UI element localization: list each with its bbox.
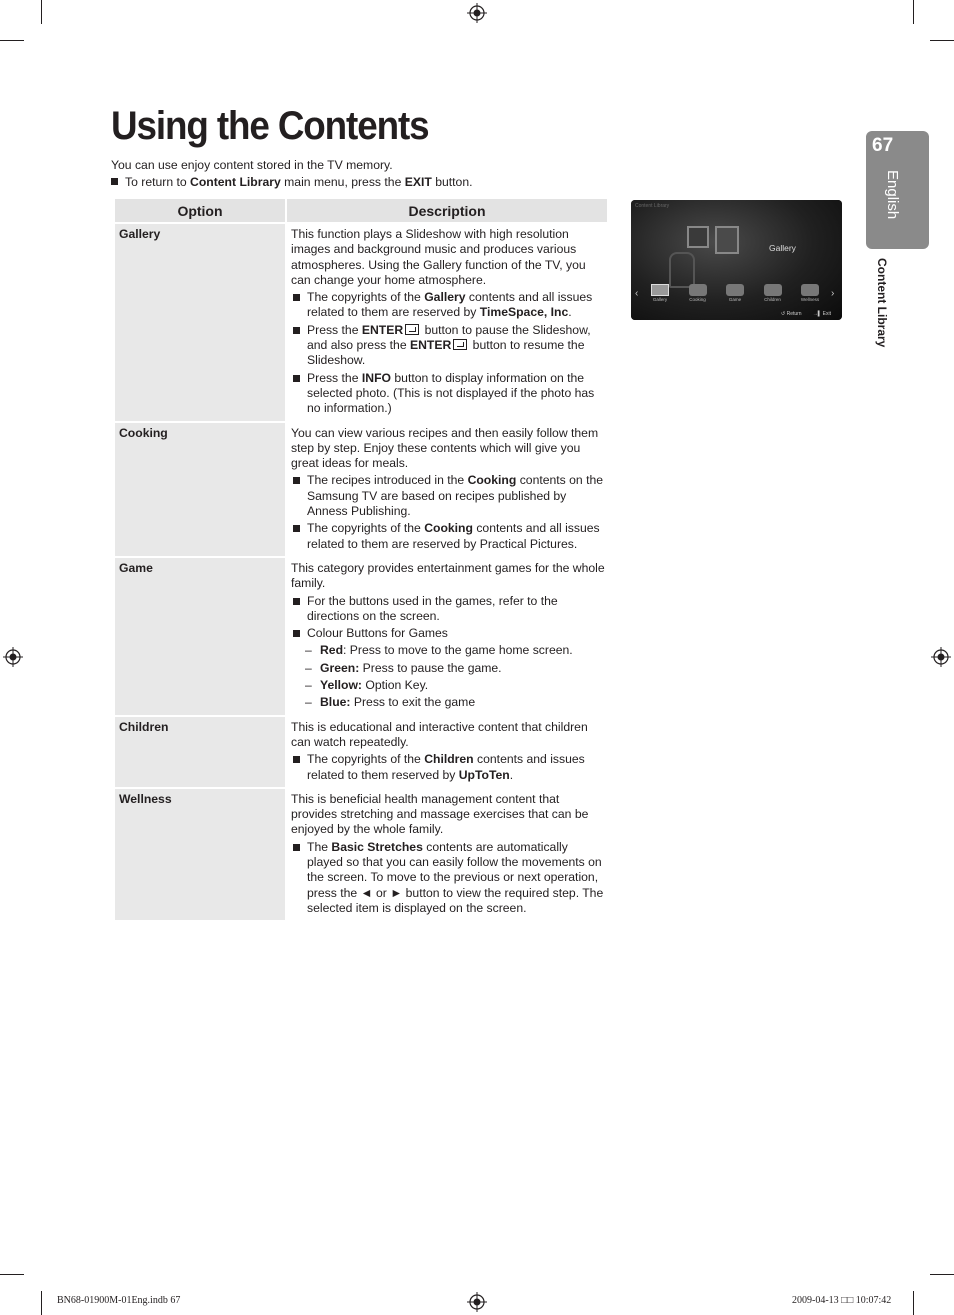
section-label: Content Library [875, 258, 889, 348]
description-text: This function plays a Slideshow with high resolution images and background music and produces various atmospheres. Using the Gallery function of the TV, you can change your home atmosphere. [291, 227, 586, 287]
text: Press the [307, 370, 362, 385]
text-bold: TimeSpace, Inc [479, 305, 569, 320]
bullet-square-icon [293, 477, 300, 484]
crop-mark [913, 1291, 914, 1315]
description-cell [287, 423, 607, 556]
description-cell [287, 717, 607, 787]
bullet-square-icon [293, 598, 300, 605]
registration-mark-icon [467, 1292, 487, 1312]
option-wellness: Wellness [115, 789, 285, 920]
cooking-icon [689, 284, 707, 296]
dash-item [291, 661, 605, 676]
crop-mark [930, 40, 954, 41]
text: Press the [307, 322, 362, 337]
bullet-item [291, 473, 605, 519]
crop-mark [930, 1274, 954, 1275]
game-icon [726, 284, 744, 296]
header-description: Description [287, 199, 607, 222]
description-text: You can view various recipes and then easily follow them step by step. Enjoy these contents which will give you great ideas for meals. [291, 425, 599, 471]
text-bold: Green: [320, 660, 360, 675]
text: contents and all issues related to them are reserved by [307, 290, 593, 320]
bullet-square-icon [293, 525, 300, 532]
tv-item-gallery [645, 284, 675, 306]
table-row [115, 558, 607, 715]
table-row [115, 423, 607, 556]
gallery-icon [651, 284, 669, 296]
page-title: Using the Contents [111, 104, 429, 148]
intro-note [111, 174, 473, 191]
bullet-item [291, 594, 605, 625]
tv-footer [781, 311, 831, 317]
bullet-square-icon [293, 294, 300, 301]
description-cell [287, 224, 607, 421]
bullet-square-icon [293, 630, 300, 637]
text-bold: Gallery [424, 290, 466, 305]
registration-mark-icon [467, 3, 487, 23]
note-bold: EXIT [404, 175, 432, 189]
bullet-square-icon [293, 327, 300, 334]
enter-icon [453, 339, 467, 350]
option-game: Game [115, 558, 285, 715]
crop-mark [41, 0, 42, 24]
description-text: This is beneficial health management content that provides stretching and massage exercises that can be enjoyed by the whole family. [291, 791, 589, 837]
dash-marker: – [305, 660, 312, 675]
text-bold: Cooking [467, 473, 517, 488]
bullet-square-icon [293, 844, 300, 851]
table-header-row [115, 199, 607, 222]
return-hint: ↺ Return [781, 311, 802, 317]
dash-item [291, 695, 605, 710]
tv-item-label: Gallery [652, 297, 668, 302]
intro-line: You can use enjoy content stored in the TV memory. [111, 158, 393, 172]
table-row [115, 789, 607, 920]
tv-selected-label: Gallery [769, 243, 796, 253]
text-bold: Yellow: [320, 678, 362, 693]
options-table [113, 197, 609, 922]
note-text: main menu, press the [280, 175, 405, 189]
option-gallery: Gallery [115, 224, 285, 421]
enter-icon [405, 324, 419, 335]
text-bold: ENTER [409, 338, 452, 353]
registration-mark-icon [3, 647, 23, 667]
dash-text [320, 661, 502, 676]
note-text: button. [431, 175, 473, 189]
text: contents and all issues related to them are reserved by Practical Pictures. [307, 521, 600, 551]
text: The [307, 839, 332, 854]
bullet-text [307, 752, 605, 783]
crop-mark [41, 1291, 42, 1315]
text: contents are automatically played so that you can easily follow the movements on the screen. To move to the previous or next operation, press the ◄ or ► button to view the required step. The selected item is displayed on the screen. [307, 839, 604, 915]
dash-text [320, 695, 475, 710]
text: contents and issues related to them reserved by [307, 752, 585, 782]
dash-text [320, 678, 428, 693]
text-bold: UpToTen [458, 767, 510, 782]
photo-frame-image [687, 226, 709, 248]
text: The copyrights of the [307, 521, 425, 536]
text: : Press to move to the game home screen. [343, 643, 573, 658]
bullet-text: For the buttons used in the games, refer to the directions on the screen. [307, 593, 558, 623]
intro [111, 157, 473, 191]
text-bold: ENTER [361, 322, 404, 337]
table-row [115, 224, 607, 421]
description-cell [287, 558, 607, 715]
tv-item-label: Wellness [800, 297, 820, 302]
footer-date: 2009-04-13 □□ 10:07:42 [792, 1295, 892, 1306]
bullet-text [307, 290, 605, 321]
bullet-item [291, 521, 605, 552]
text-bold: Cooking [424, 521, 473, 536]
crop-mark [0, 1274, 24, 1275]
bullet-text [307, 521, 605, 552]
bullet-text [307, 840, 605, 916]
description-text: This is educational and interactive content that children can watch repeatedly. [291, 719, 588, 749]
bullet-text [307, 371, 605, 417]
page-number: 67 [872, 135, 894, 156]
bullet-item [291, 323, 605, 369]
header-option: Option [115, 199, 285, 222]
bullet-text [307, 323, 605, 369]
text: button to display information on the selected photo. (This is not displayed if the photo has no information.) [307, 370, 595, 416]
bullet-item [291, 752, 605, 783]
bullet-item [291, 290, 605, 321]
text-bold: Red [320, 643, 344, 658]
text: button to pause the Slideshow, and also press the [307, 322, 591, 353]
option-children: Children [115, 717, 285, 787]
dash-marker: – [305, 678, 312, 693]
text-bold: INFO [361, 370, 391, 385]
bullet-text [307, 473, 605, 519]
text-bold: Basic Stretches [331, 839, 423, 854]
tv-item-label: Children [764, 297, 781, 302]
text: The recipes introduced in the [307, 473, 468, 488]
bullet-item [291, 840, 605, 916]
bullet-square-icon [293, 756, 300, 763]
note-text: To return to [125, 175, 191, 189]
tv-item-children [758, 284, 788, 306]
dash-marker: – [305, 695, 312, 710]
tv-header: Content Library [635, 203, 670, 209]
tv-screenshot [631, 200, 842, 320]
text: The copyrights of the [307, 752, 425, 767]
language-label: English [884, 170, 901, 220]
text: button to resume the Slideshow. [307, 338, 585, 368]
registration-mark-icon [931, 647, 951, 667]
wellness-icon [801, 284, 819, 296]
text: Option Key. [362, 678, 429, 693]
text-bold: Children [424, 752, 474, 767]
text: Press to exit the game [350, 695, 476, 710]
chair-image [669, 252, 695, 288]
text-bold: Blue: [320, 695, 351, 710]
text: . [568, 305, 572, 320]
bullet-text: Colour Buttons for Games [307, 626, 448, 641]
dash-item [291, 643, 605, 658]
bullet-square-icon [111, 178, 118, 185]
tv-item-cooking [683, 284, 713, 306]
bullet-item [291, 371, 605, 417]
text: . [509, 767, 514, 782]
table-row [115, 717, 607, 787]
footer-file: BN68-01900M-01Eng.indb 67 [57, 1295, 181, 1306]
exit-hint: →▌ Exit [812, 311, 831, 317]
tv-item-wellness [795, 284, 825, 306]
description-cell [287, 789, 607, 920]
bullet-item [291, 626, 605, 641]
tv-item-label: Game [728, 297, 742, 302]
bullet-square-icon [293, 375, 300, 382]
tv-menu-row [645, 284, 825, 306]
dash-marker: – [305, 643, 312, 658]
dash-item [291, 678, 605, 693]
children-icon [764, 284, 782, 296]
tv-item-game [720, 284, 750, 306]
photo-frame-image [715, 226, 739, 254]
chevron-left-icon: ‹ [635, 288, 639, 299]
dash-text [320, 643, 573, 658]
tv-item-label: Cooking [689, 297, 706, 302]
crop-mark [913, 0, 914, 24]
crop-mark [0, 40, 24, 41]
chevron-right-icon: › [831, 288, 835, 299]
note-bold: Content Library [190, 175, 281, 189]
text: The copyrights of the [307, 290, 425, 305]
text: Press to pause the game. [359, 660, 502, 675]
text: contents on the Samsung TV are based on recipes published by Anness Publishing. [307, 473, 604, 519]
description-text: This category provides entertainment games for the whole family. [291, 560, 605, 591]
option-cooking: Cooking [115, 423, 285, 556]
